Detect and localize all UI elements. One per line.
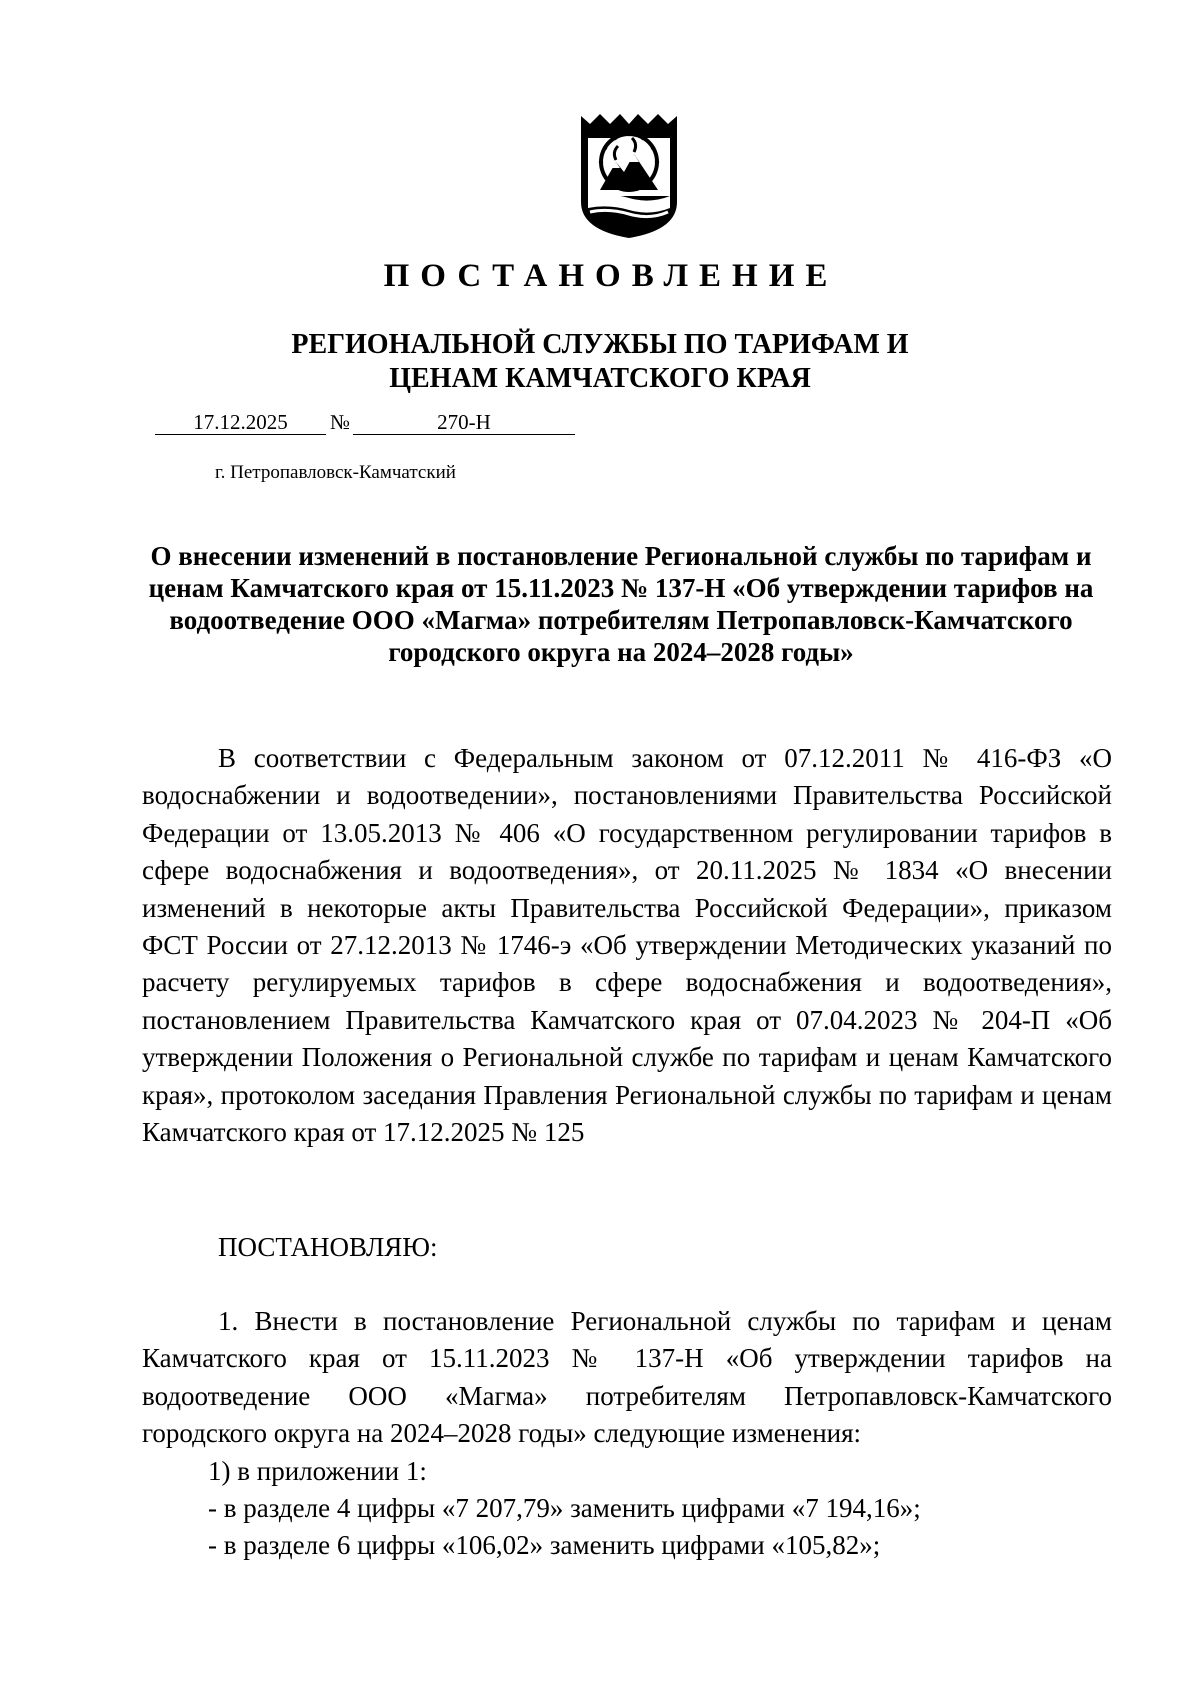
- number-sign: №: [330, 410, 351, 434]
- sub-item: - в разделе 4 цифры «7 207,79» заменить цифрами «7 194,16»;: [208, 1493, 921, 1523]
- preamble-paragraph: В соответствии с Федеральным законом от 07.12.2011 № 416-ФЗ «О водоснабжении и водоотведении», постановлениями Правительства Российской Федерации от 13.05.2013 № 406 «О государственном регулировании тарифов в сфере водоснабжения и водоотведения», от 20.11.2025 № 1834 «О внесении изменений в некоторые акты Правительства Российской Федерации», приказом ФСТ России от 27.12.2013 № 1746-э «Об утверждении Методических указаний по расчету регулируемых тарифов в сфере водоснабжения и водоотведения», постановлением Правительства Камчатского края от 07.04.2023 № 204-П «Об утверждении Положения о Региональной службе по тарифам и ценам Камчатского края», протоколом заседания Правления Региональной службы по тарифам и ценам Камчатского края от 17.12.2025 № 125: [142, 743, 1112, 1148]
- decree-word: ПОСТАНОВЛЯЮ:: [218, 1232, 438, 1262]
- sub-item: 1) в приложении 1:: [208, 1456, 427, 1486]
- item-1-paragraph: 1. Внести в постановление Региональной службы по тарифам и ценам Камчатского края от 15.11.2023 № 137-Н «Об утверждении тарифов на водоотведение ООО «Магма» потребителям Петропавловск-Камчатского городского округа на 2024–2028 годы» следующие изменения:: [142, 1306, 1112, 1449]
- city-name: г. Петропавловск-Камчатский: [215, 462, 456, 483]
- document-title: О внесении изменений в постановление Региональной службы по тарифам и ценам Камчатского края от 15.11.2023 № 137-Н «Об утверждении тарифов на водоотведение ООО «Магма» потребителям Петропавловск-Камчатского городского округа на 2024–2028 годы»: [148, 541, 1094, 667]
- kamchatka-coat-of-arms-icon: [578, 112, 680, 240]
- document-number: 270-Н: [353, 410, 575, 435]
- sub-item: - в разделе 6 цифры «106,02» заменить цифрами «105,82»;: [208, 1530, 881, 1560]
- document-date: 17.12.2025: [155, 410, 326, 435]
- document-type-heading: ПОСТАНОВЛЕНИЕ: [383, 258, 839, 294]
- issuing-authority: РЕГИОНАЛЬНОЙ СЛУЖБЫ ПО ТАРИФАМ И ЦЕНАМ КАМЧАТСКОГО КРАЯ: [291, 329, 909, 394]
